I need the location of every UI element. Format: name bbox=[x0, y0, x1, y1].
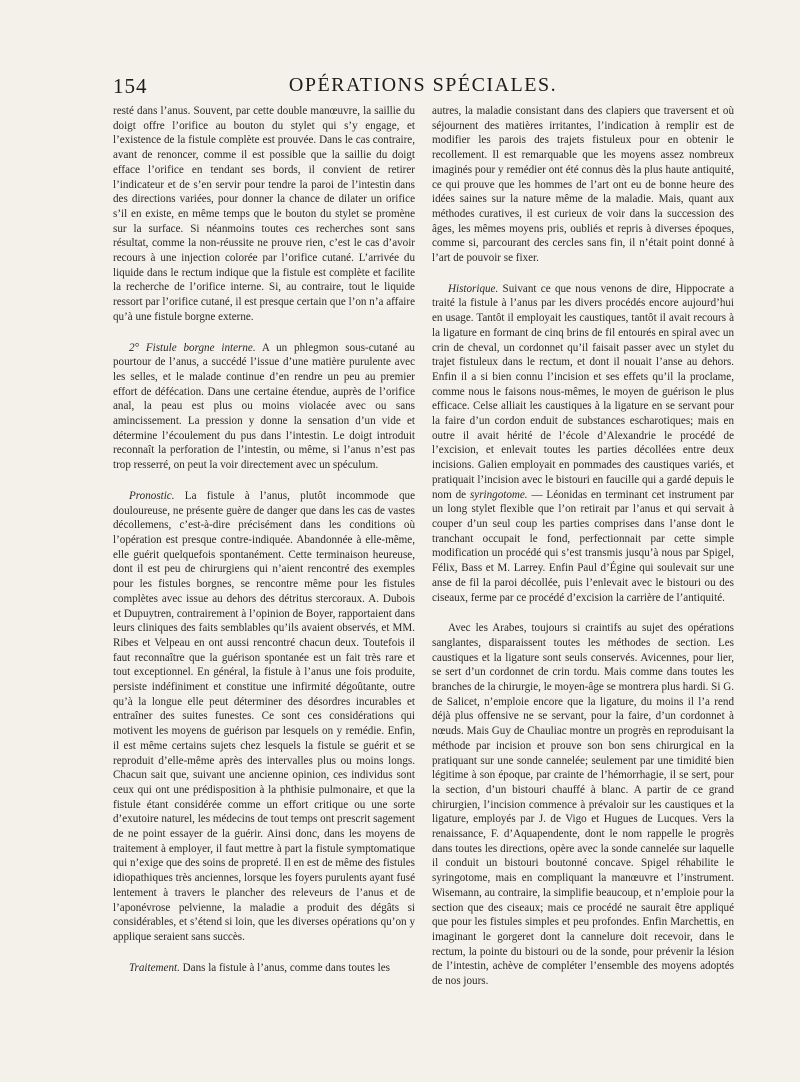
paragraph bbox=[113, 961, 415, 976]
running-head bbox=[113, 74, 733, 104]
section-lead: Traitement. bbox=[129, 961, 180, 974]
paragraph: autres, la maladie consistant dans des clapiers que traversent et où séjournent des matières irritantes, l’indication à remplir est de modifier les parois des trajets fistuleux pour en obtenir le recollement. Il est remarquable que les moyens assez nombreux imaginés pour y remédier ont été connus dès la plus haute antiquité, ce qui prouve que les hommes de l’art ont eu de bonne heure des idées saines sur la nature même de la maladie. Mais, quant aux méthodes curatives, il est curieux de voir dans la succession des âges, les mêmes moyens pris, oubliés et repris à diverses époques, comme si, parcourant des cercles sans fin, il n’était point donné à l’art de pouvoir se fixer. bbox=[432, 105, 734, 265]
paragraph bbox=[113, 489, 415, 945]
section-lead: Historique. bbox=[448, 282, 499, 295]
term: syringotome. bbox=[469, 488, 528, 501]
paragraph-text: Dans la fistule à l’anus, comme dans toutes les bbox=[179, 961, 390, 974]
running-title: OPÉRATIONS SPÉCIALES. bbox=[288, 74, 558, 96]
paragraph-text: Suivant ce que nous venons de dire, Hippocrate a traité la fistule à l’anus par les divers procédés encore aujourd’hui en usage. Tantôt il employait les caustiques, tantôt il avait recours à la ligature en formant de cinq brins de fil entourés en spiral avec un crin de cheval, un cordonnet qu’il faisait passer avec un stylet du trajet fistuleux dans le rectum, et dont il nouait l’anse au dehors. Enfin il a si bien connu l’incision et ses effets qu’il la proclame, comme nous le faisons nous-mêmes, le moyen de guérison le plus efficace. Celse alliait les caustiques à la ligature en se servant pour la faire d’un cordon enduit de substances escharotiques; mais en outre il avait hérité de l’école d’Alexandrie le procédé de l’excision, et enlevait toutes les parties décollées entre deux incisions. Galien employait en pommades des caustiques variés, et pratiquait l’incision avec le bistouri en faucille qui a gardé depuis le nom de bbox=[432, 282, 734, 501]
section-lead: 2° Fistule borgne interne. bbox=[129, 341, 256, 354]
right-column bbox=[432, 104, 734, 989]
paragraph-text: La fistule à l’anus, plutôt incommode que douloureuse, ne présente guère de danger que dans les cas de vastes décollemens, c’est-à-dire précisément dans les conditions où l’opération est presque contre-indiquée. Abandonnée à elle-même, elle guérit quelquefois spontanément. Cette terminaison heureuse, dont il est peu de chirurgiens qui n’aient rencontré des exemples pour les fistules borgnes, se rencontre même pour les fistules complètes avec issue au dehors des détritus stercoraux. A. Dubois et Dupuytren, contrairement à l’opinion de Boyer, rapportaient dans leurs cliniques des faits semblables qu’ils avaient observés, et MM. Ribes et Velpeau en ont aussi rencontré chacun deux. Toutefois il faut reconnaître que la guérison spontanée est un fait très rare et tout exceptionnel. En général, la fistule à l’anus une fois produite, persiste indéfiniment et constitue une infirmité dégoûtante, outre qu’à la longue elle peut déterminer des désordres incurables et entraîner des suites funestes. Ce sont ces considérations qui motivent les moyens de guérison par lesquels on y remédie. Enfin, il est même certains sujets chez lesquels la fistule se guérit et se reproduit d’elle-même après des intervalles plus ou moins longs. Chacun sait que, suivant une ancienne opinion, ces individus sont ceux qui ont une prédisposition à la phthisie pulmonaire, et que la fistule étant considérée comme un effort critique ou une sorte d’exutoire naturel, les médecins de tout temps ont prescrit sagement de ne point essayer de la guérir. Ainsi donc, dans les moyens de traitement à employer, il faut mettre à part la fistule symptomatique qui n’exige que des soins de propreté. Il en est de même des fistules idiopathiques très anciennes, lorsque les foyers purulents ayant fusé lentement à travers le plancher des releveurs de l’anus et de l’aponévrose pelvienne, la maladie a produit des dégâts si considérables, et s’étend si loin, que les diverses opérations qu’on y applique seraient sans succès. bbox=[113, 489, 415, 943]
paragraph-text: — Léonidas en terminant cet instrument par un long stylet flexible que l’on retirait par l’anus et qui servait à couper d’un seul coup les parties comprises dans l’anse dont le tranchant occupait le fond, perfectionnait par cette simple modification un procédé qui s’est transmis jusqu’à nous par Spigel, Félix, Bass et M. Larrey. Enfin Paul d’Égine qui soulevait sur une anse de fil la paroi décollée, puis l’enlevait avec le bistouri ou des ciseaux, ferme par ce procédé d’excision la carrière de l’antiquité. bbox=[432, 488, 734, 604]
paragraph: Avec les Arabes, toujours si craintifs au sujet des opérations sanglantes, disparaissent toutes les méthodes de section. Les caustiques et la ligature sont seuls conservés. Avicennes, pour lier, se sert d’un cordonnet de crin tordu. Mais comme dans toutes les branches de la chirurgie, le moyen-âge se montrera plus hardi. Si G. de Salicet, n’emploie encore que la ligature, du moins il l’a rend déjà plus offensive ne se servant, pour la faire, d’un cordonnet à nœuds. Mais Guy de Chauliac montre un progrès en reproduisant la méthode par incision et prouve son bon sens chirurgical en la pratiquant sur une sonde cannelée; seulement par une timidité bien légitime à son époque, par crainte de l’hémorrhagie, il se sert, pour la section, d’un bistouri chauffé à blanc. A partir de ce grand chirurgien, l’incision commence à prévaloir sur les caustiques et la ligature, employés par J. de Vigo et Hugues de Lucques. Vers la renaissance, F. d’Aquapendente, dont le nom rappelle le progrès dans toutes les directions, opère avec la sonde cannelée sur laquelle il conduit un bistouri boutonné concave. Spigel réhabilite le syringotome, mais en compliquant la manœuvre et l’instrument. Wisemann, au contraire, la simplifie beaucoup, et n’emploie pour la section que des ciseaux; mais ce procédé ne saurait être appliqué que pour les fistules simples et peu profondes. Enfin Marchettis, en imaginant le gorgeret dont la cannelure doit recevoir, dans le rectum, la pointe du bistouri ou de la sonde, pour prévenir la lésion de l’intestin, achève de compléter l’ensemble des moyens adoptés de nos jours. bbox=[432, 622, 734, 988]
page-number: 154 bbox=[113, 74, 148, 98]
paragraph: resté dans l’anus. Souvent, par cette double manœuvre, la saillie du doigt offre l’orifice au bouton du stylet qui s’y engage, et l’existence de la fistule complète est prouvée. Dans le cas contraire, avant de renoncer, comme il est possible que la saillie du doigt efface l’orifice en tendant ses bords, il convient de retirer l’indicateur et de s’en servir pour tendre la paroi de l’intestin dans des directions variées, pour donner la chance de dilater un orifice s’il en existe, en même temps que le bouton du stylet se promène sur la surface. Si néanmoins toutes ces recherches sont sans résultat, comme la non-réussite ne prouve rien, c’est le cas d’avoir recours à une injection colorée par l’orifice cutané. L’arrivée du liquide dans le rectum indique que la fistule est complète et facilite la recherche de l’orifice interne. Si, au contraire, tout le liquide ressort par l’orifice cutané, il est presque certain que l’on n’a affaire qu’à une fistule borgne externe. bbox=[113, 105, 415, 323]
left-column bbox=[113, 104, 415, 975]
paragraph bbox=[113, 341, 415, 473]
paragraph bbox=[432, 282, 734, 605]
paragraph-text: A un phlegmon sous-cutané au pourtour de l’anus, a succédé l’issue d’une matière purulente avec les selles, et le malade continue d’en rendre un peu au premier effort de défécation. Dans une certaine étendue, auprès de l’orifice anal, la peau est plus ou moins violacée avec ou sans amincissement. La pression y donne la sensation d’un vide et détermine l’écoulement du pus dans l’intestin. Le doigt introduit reconnaît la perforation de l’intestin, ou même, si l’anus n’est pas trop resserré, on peut la voir directement avec un spéculum. bbox=[113, 341, 415, 472]
section-lead: Pronostic. bbox=[129, 489, 175, 502]
